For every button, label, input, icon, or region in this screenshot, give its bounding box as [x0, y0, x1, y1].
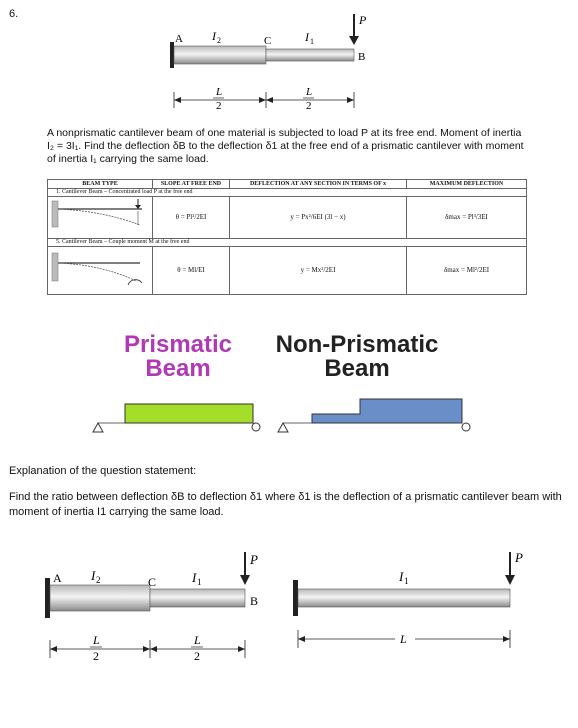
svg-text:1: 1 [404, 576, 409, 586]
row1-slope: θ = Pl²/2EI [153, 197, 230, 239]
row2-slope: θ = Ml/EI [153, 247, 230, 295]
wall-support [170, 42, 174, 68]
label-a: A [53, 571, 62, 585]
row2-diagram [48, 247, 153, 295]
row1-deflection: y = Px²/6EI (3l − x) [230, 197, 407, 239]
beam-comparison-diagram [90, 394, 490, 444]
row1-title: 1. Cantilever Beam – Concentrated load P at the free end [48, 189, 527, 197]
row1-diagram [48, 197, 153, 239]
label-p: P [515, 550, 523, 565]
header-slope: SLOPE AT FREE END [153, 180, 230, 189]
beam-formula-table [47, 179, 527, 295]
dim-right-num: L [306, 86, 313, 98]
roller-support-left [252, 423, 260, 431]
beam-section-i2 [174, 46, 266, 64]
problem-number: 6. [9, 8, 19, 20]
label-i1: I [399, 569, 404, 584]
dim-right-den: 2 [194, 649, 200, 663]
dim-left-den: 2 [216, 100, 222, 112]
dim-left-num: L [93, 633, 100, 647]
dim-left-num: L [216, 86, 223, 98]
dim-right-den: 2 [306, 100, 312, 112]
problem-text: A nonprismatic cantilever beam of one material is subjected to load P at its free end. Moment of inertia I₂ = 3I₁. Find the deflection δB to the deflection δ1 at the free end of a prismatic cantilever with moment of inertia I₁ carrying the same load. [47, 127, 524, 165]
figure-bottom-right [285, 548, 535, 678]
svg-text:2: 2 [217, 36, 221, 45]
beam-section-i1 [266, 49, 354, 61]
dim-label: L [400, 632, 407, 646]
row2-title: 5. Cantilever Beam – Couple moment M at the free end [48, 239, 527, 247]
beam-section-i1 [150, 589, 245, 607]
cantilever-couple-moment-diagram [48, 247, 148, 289]
label-b: B [358, 51, 366, 63]
prismatic-beam [125, 404, 253, 423]
nonprismatic-title: Non-Prismatic Beam [275, 331, 439, 382]
label-b: B [250, 594, 259, 608]
label-c: C [264, 35, 272, 47]
row2-deflection: y = Mx²/2EI [230, 247, 407, 295]
dim-right-num: L [194, 633, 201, 647]
label-p: P [250, 552, 258, 567]
pin-support-right [278, 423, 288, 432]
header-deflection: DEFLECTION AT ANY SECTION IN TERMS OF x [230, 180, 407, 189]
row2-max: δmax = Ml²/2EI [407, 247, 527, 295]
label-a: A [175, 33, 183, 45]
row1-max: δmax = Pl³/3EI [407, 197, 527, 239]
label-i2: I [91, 568, 96, 583]
label-c: C [148, 575, 157, 589]
wall-support [45, 578, 50, 618]
svg-text:1: 1 [310, 37, 314, 46]
nonprismatic-beam [312, 399, 462, 423]
header-beam-type: BEAM TYPE [48, 180, 153, 189]
roller-support-right [462, 423, 470, 431]
label-i1: I [305, 30, 309, 44]
svg-text:1: 1 [197, 577, 202, 587]
explanation-text: Find the ratio between deflection δB to deflection δ1 where δ1 is the deflection of a prismatic cantilever beam with moment of inertia I1 carrying the same load. [9, 491, 562, 518]
header-max-deflection: MAXIMUM DEFLECTION [407, 180, 527, 189]
prismatic-beam-section [298, 589, 510, 607]
figure-top [160, 12, 390, 124]
svg-text:2: 2 [96, 575, 101, 585]
pin-support-left [93, 423, 103, 432]
beam-section-i2 [50, 585, 150, 611]
label-p: P [359, 13, 367, 27]
figure-bottom-left [35, 548, 275, 678]
label-i2: I [212, 29, 216, 43]
dim-left-den: 2 [93, 649, 99, 663]
label-i1: I [192, 570, 197, 585]
cantilever-point-load-diagram [48, 197, 148, 233]
explanation-heading: Explanation of the question statement: [9, 465, 197, 477]
prismatic-title: Prismatic Beam [123, 331, 233, 382]
wall-support [293, 580, 298, 616]
